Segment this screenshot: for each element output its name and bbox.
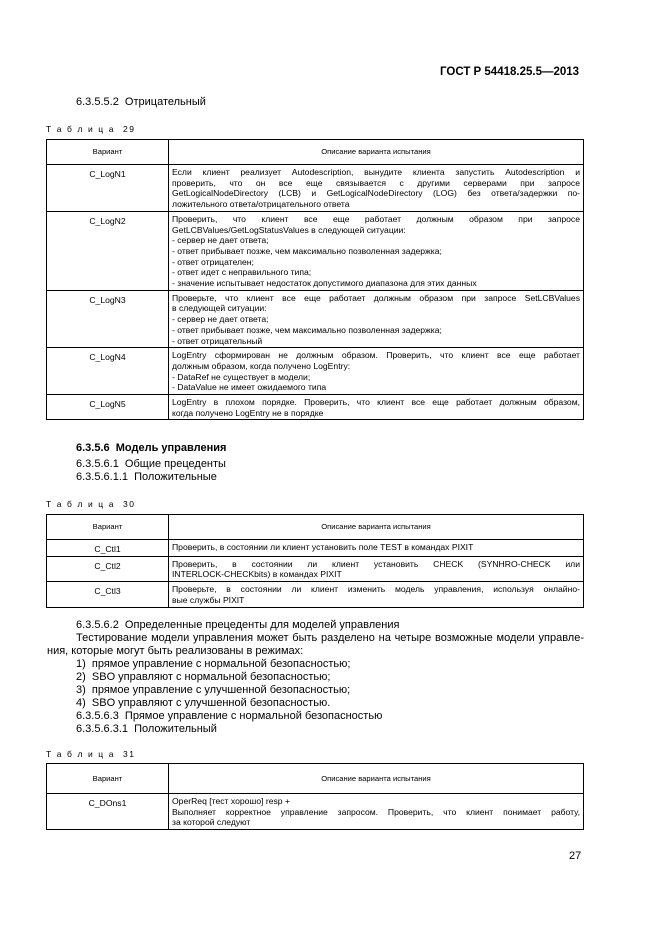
variant-description <box>169 556 584 581</box>
desc-line: Выполняет корректное управление запросом. Проверить, что клиент понимает работу, <box>172 806 580 817</box>
desc-line: GetLogicalNodeDirectory (LCB) и GetLogicalNodeDirectory (LOG) без ответа/задержки по- <box>172 188 580 199</box>
table-30-col-description: Описание варианта испытания <box>169 515 584 540</box>
mode-list-item: 3) прямое управление с улучшенной безопасностью; <box>76 684 351 696</box>
variant-description <box>169 165 584 212</box>
variant-id: C_Ctl2 <box>47 556 169 581</box>
desc-line: - ответ отрицательный <box>172 335 263 346</box>
desc-line: - ответ прибывает позже, чем максимально позволенная задержка; <box>172 324 442 335</box>
section-heading-direct-positive: 6.3.5.6.3.1 Положительный <box>76 723 217 735</box>
table-29 <box>46 139 584 420</box>
table-row <box>47 165 584 212</box>
table-29-col-description: Описание варианта испытания <box>169 140 584 165</box>
variant-id: C_Ctl1 <box>47 540 169 557</box>
table-row <box>47 556 584 581</box>
section-heading-common-positive: 6.3.5.6.1.1 Положительные <box>76 471 217 483</box>
table-30-caption: Т а б л и ц а 30 <box>46 499 136 509</box>
paragraph-line-1: Тестирование модели управления может быть разделено на четыре возможные модели управле- <box>76 632 584 644</box>
desc-line: GetLCBValues/GetLogStatusValues в следующей ситуации: <box>172 224 406 235</box>
variant-id: C_LogN4 <box>47 348 169 395</box>
variant-id: C_LogN2 <box>47 211 169 290</box>
table-29-col-variant: Вариант <box>47 140 169 165</box>
table-31-col-description: Описание варианта испытания <box>169 764 584 794</box>
table-row <box>47 582 584 607</box>
desc-line: вые службы PIXIT <box>172 594 245 605</box>
table-30 <box>46 514 584 608</box>
section-heading-direct: 6.3.5.6.3 Прямое управление с нормальной безопасностью <box>76 710 383 722</box>
desc-line: - ответ идет с неправильного типа; <box>172 267 312 278</box>
desc-line: - ответ прибывает позже, чем максимально позволенная задержка; <box>172 245 442 256</box>
desc-line: - сервер не дает ответа; <box>172 235 269 246</box>
variant-id: C_DOns1 <box>47 794 169 830</box>
desc-line: LogEntry сформирован не должным образом. Проверить, что клиент все еще работает <box>172 350 580 361</box>
mode-list-item: 4) SBO управляют с улучшенной безопасностью. <box>76 697 331 709</box>
desc-line: Проверить, что клиент все еще работает должным образом при запросе <box>172 213 580 224</box>
table-31-col-variant: Вариант <box>47 764 169 794</box>
table-row <box>47 395 584 420</box>
section-heading-common: 6.3.5.6.1 Общие прецеденты <box>76 458 226 470</box>
table-row <box>47 794 584 830</box>
mode-list-item: 1) прямое управление с нормальной безопасностью; <box>76 658 351 670</box>
desc-line: за которой следуют <box>172 817 251 828</box>
variant-description <box>169 290 584 348</box>
desc-line: должным образом, когда получено LogEntry: <box>172 360 351 371</box>
table-row <box>47 290 584 348</box>
table-row <box>47 348 584 395</box>
variant-id: C_LogN1 <box>47 165 169 212</box>
desc-line: в следующей ситуации: <box>172 303 267 314</box>
desc-line: Проверьте, что клиент все еще работает должным образом при запросе SetLCBValues <box>172 292 580 303</box>
table-row <box>47 211 584 290</box>
paragraph-line-2: ния, которые могут быть реализованы в режимах: <box>47 645 304 657</box>
desc-line: - DataRef не существует в модели; <box>172 371 311 382</box>
table-row <box>47 540 584 557</box>
desc-line: когда получено LogEntry не в порядке <box>172 407 324 418</box>
page-number: 27 <box>569 850 582 862</box>
table-31-caption: Т а б л и ц а 31 <box>46 749 136 759</box>
variant-description <box>169 348 584 395</box>
mode-list-item: 2) SBO управляют с нормальной безопасностью; <box>76 671 331 683</box>
desc-line: - ответ отрицателен; <box>172 256 254 267</box>
variant-description <box>169 582 584 607</box>
desc-line: - DataValue не имеет ожидаемого типа <box>172 382 327 393</box>
variant-id: C_LogN3 <box>47 290 169 348</box>
table-30-col-variant: Вариант <box>47 515 169 540</box>
desc-line: Проверить, в состоянии ли клиент установить CHECK (SYNHRO-CHECK или <box>172 558 580 569</box>
variant-description <box>169 211 584 290</box>
desc-line: ложительного ответа/отрицательного ответа <box>172 199 350 210</box>
desc-line: Проверить, в состоянии ли клиент установить поле TEST в командах PIXIT <box>172 542 474 552</box>
variant-description <box>169 395 584 420</box>
section-heading-defined: 6.3.5.6.2 Определенные прецеденты для моделей управления <box>76 619 400 631</box>
variant-id: C_LogN5 <box>47 395 169 420</box>
desc-line: Если клиент реализует Autodescription, вынудите клиента запустить Autodescription и <box>172 167 580 177</box>
section-heading-control-model: 6.3.5.6 Модель управления <box>76 442 227 454</box>
section-heading-negative: 6.3.5.5.2 Отрицательный <box>76 96 206 108</box>
variant-description <box>169 794 584 830</box>
desc-line: INTERLOCK-CHECKbits) в командах PIXIT <box>172 569 342 580</box>
variant-description <box>169 540 584 557</box>
desc-line: OperReq [тест хорошо] resp + <box>172 796 290 806</box>
doc-code: ГОСТ Р 54418.25.5—2013 <box>440 66 580 78</box>
desc-line: проверить, что он все еще связывается с другими серверами при запросе <box>172 177 580 188</box>
table-29-caption: Т а б л и ц а 29 <box>46 124 136 134</box>
variant-id: C_Ctl3 <box>47 582 169 607</box>
desc-line: - сервер не дает ответа; <box>172 314 269 325</box>
desc-line: - значение испытывает недостаток допустимого диапазона для этих данных <box>172 278 477 289</box>
table-31 <box>46 763 584 830</box>
desc-line: Проверьте, в состоянии ли клиент изменить модель управления, используя онлайно- <box>172 584 580 595</box>
desc-line: LogEntry в плохом порядке. Проверить, что клиент все еще работает должным образом, <box>172 397 580 408</box>
